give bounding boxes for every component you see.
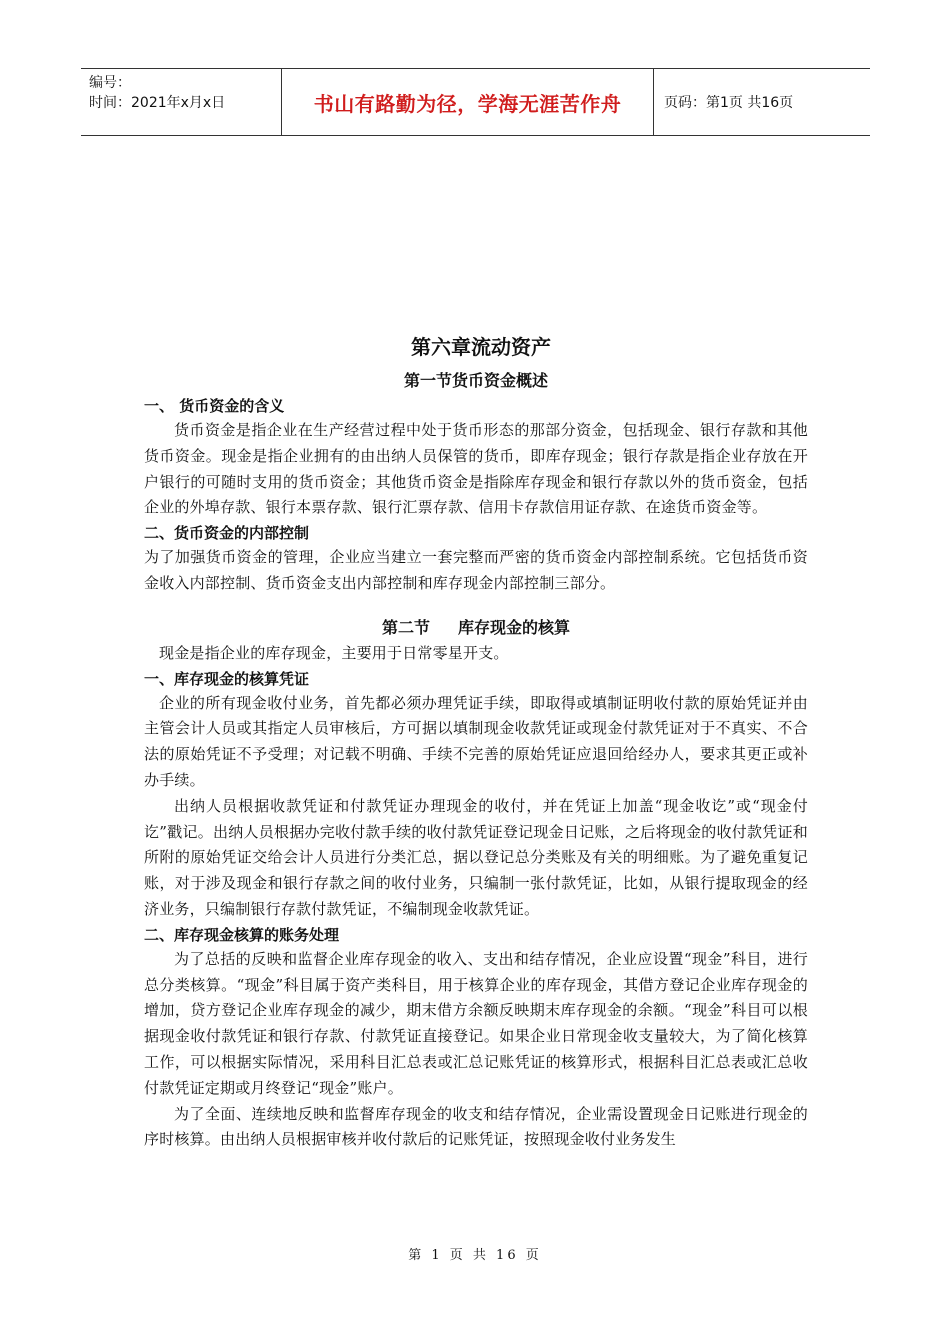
section-title [144, 615, 808, 641]
section-title: 第一节货币资金概述 [403, 371, 548, 390]
heading: 一、库存现金的核算凭证 [144, 669, 310, 688]
chapter-title: 第六章流动资产 [411, 335, 551, 359]
heading: 二、货币资金的内部控制 [144, 524, 310, 543]
paragraph: 现金是指企业的库存现金，主要用于日常零星开支。 [159, 643, 509, 662]
paragraph: 为了全面、连续地反映和监督库存现金的收支和结存情况，企业需设置现金日记账进行现金的序时核算。由出纳人员根据审核并收付款后的记账凭证，按照现金收付业务发生 [144, 1104, 808, 1149]
section-name: 库存现金的核算 [458, 617, 571, 637]
number-label: 编号： [89, 75, 131, 91]
section-number: 第二节 [381, 617, 430, 637]
heading: 二、库存现金核算的账务处理 [144, 925, 340, 944]
paragraph: 为了加强货币资金的管理，企业应当建立一套完整而严密的货币资金内部控制系统。它包括货币资金收入内部控制、货币资金支出内部控制和库存现金内部控制三部分。 [144, 548, 808, 592]
heading: 一、 货币资金的含义 [144, 397, 285, 415]
paragraph: 为了总括的反映和监督企业库存现金的收入、支出和结存情况，企业应设置“现金”科目，进行总分类核算。“现金”科目属于资产类科目，用于核算企业的库存现金，其借方登记企业库存现金的增加，贷方登记企业库存现金的减少，期末借方余额反映期末库存现金的余额。“现金”科目可以根据现金收付款凭证和银行存款、付款凭证直接登记。如果企业日常现金收支量较大，为了简化核算工作，可以根据实际情况，采用科目汇总表或汇总记账凭证的核算形式，根据科目汇总表或汇总收付款凭证定期或月终登记“现金”账户。 [144, 949, 808, 1097]
header-meta [81, 69, 282, 135]
paragraph: 货币资金是指企业在生产经营过程中处于货币形态的那部分资金，包括现金、银行存款和其他货币资金。现金是指企业拥有的由出纳人员保管的货币，即库存现金；银行存款是指企业存放在开户银行的可随时支用的货币资金；其他货币资金是指除库存现金和银行存款以外的货币资金，包括企业的外埠存款、银行本票存款、银行汇票存款、信用卡存款信用证存款、在途货币资金等。 [144, 421, 808, 517]
page-footer: 第 1 页 共 16 页 [408, 1248, 542, 1263]
document-header [81, 68, 870, 136]
header-motto-cell [282, 69, 654, 135]
paragraph: 出纳人员根据收款凭证和付款凭证办理现金的收付，并在凭证上加盖“现金收讫”或“现金付讫”戳记。出纳人员根据办完收付款手续的收付款凭证登记现金日记账，之后将现金的收付款凭证和所附的原始凭证交给会计人员进行分类汇总，据以登记总分类账及有关的明细账。为了避免重复记账，对于涉及现金和银行存款之间的收付业务，只编制一张付款凭证，比如，从银行提取现金的经济业务，只编制银行存款付款凭证，不编制现金收款凭证。 [144, 796, 808, 918]
date-label: 时间：2021年x月x日 [89, 95, 226, 111]
paragraph: 企业的所有现金收付业务，首先都必须办理凭证手续，即取得或填制证明收付款的原始凭证并由主管会计人员或其指定人员审核后，方可据以填制现金收款凭证或现金付款凭证对于不真实、不合法的原始凭证不予受理；对记载不明确、手续不完善的原始凭证应退回给经办人，要求其更正或补办手续。 [144, 693, 808, 789]
motto: 书山有路勤为径，学海无涯苦作舟 [313, 91, 622, 116]
page-info: 页码：第1页 共16页 [664, 95, 794, 111]
document-body [144, 330, 808, 1153]
